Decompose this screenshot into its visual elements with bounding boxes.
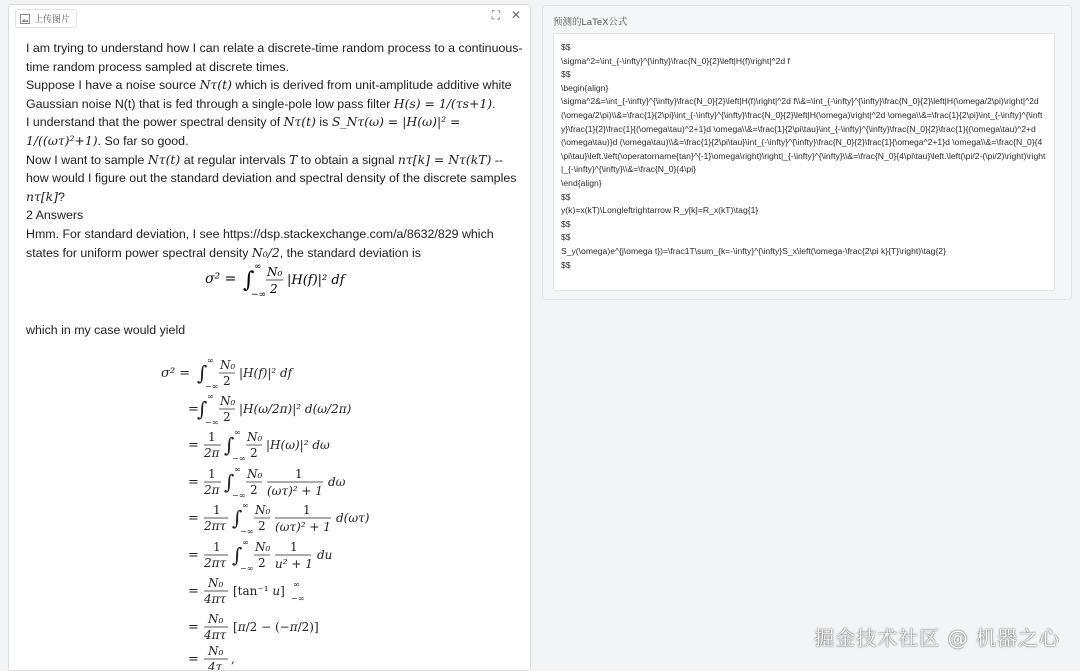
svg-text:N₀: N₀ — [208, 612, 224, 626]
svg-text:∫: ∫ — [232, 506, 243, 530]
svg-text:(ωτ)² + 1: (ωτ)² + 1 — [267, 484, 323, 498]
svg-text:2: 2 — [223, 374, 231, 388]
svg-text:∞: ∞ — [207, 392, 214, 401]
svg-text:−∞: −∞ — [291, 594, 305, 603]
svg-text:1: 1 — [208, 430, 216, 444]
svg-text:[tan⁻¹ u]: [tan⁻¹ u] — [233, 584, 285, 598]
svg-text:2: 2 — [250, 483, 258, 497]
svg-text:σ² =: σ² = — [205, 271, 237, 287]
svg-text:N₀: N₀ — [255, 503, 271, 517]
doc-paragraph-5: Hmm. For standard deviation, I see https://dsp.stackexchange.com/a/8632/829 which states for uniform power spectral density N₀/2, the standard deviation is — [26, 226, 494, 260]
svg-text:=: = — [188, 438, 199, 453]
uploaded-document — [26, 39, 526, 262]
latex-line: S_y(\omega)e^{j\omega t})=\frac1T\sum_{k=-\infty}^{\infty}S_x\left(\omega-\frac{2\pi k}{T}\right)\tag{2} — [561, 245, 946, 256]
svg-text:∞: ∞ — [234, 465, 241, 474]
svg-text:−∞: −∞ — [251, 290, 267, 300]
svg-text:2πτ: 2πτ — [204, 519, 227, 533]
svg-text:2: 2 — [270, 282, 278, 296]
svg-text:∫: ∫ — [224, 433, 235, 457]
latex-line: $$ — [561, 218, 571, 229]
latex-result-title: 预测的LaTeX公式 — [553, 17, 628, 28]
image-upload-panel — [8, 4, 531, 671]
latex-line: \begin{align} — [561, 82, 609, 93]
svg-text:2: 2 — [223, 410, 231, 424]
svg-text:1: 1 — [303, 503, 311, 517]
svg-text:−∞: −∞ — [232, 454, 246, 463]
svg-text:N₀: N₀ — [220, 358, 236, 372]
latex-line: $$ — [561, 232, 571, 243]
latex-line: $$ — [561, 42, 571, 52]
fullscreen-icon[interactable]: ⛶ — [491, 7, 501, 22]
svg-text:∫: ∫ — [232, 543, 243, 567]
svg-text:N₀: N₀ — [267, 265, 283, 279]
svg-text:∞: ∞ — [242, 538, 249, 547]
latex-line: $$ — [561, 259, 571, 270]
svg-text:2π: 2π — [204, 483, 220, 497]
svg-text:N₀: N₀ — [255, 540, 271, 554]
svg-text:−∞: −∞ — [205, 382, 219, 391]
svg-text:=: = — [188, 548, 199, 563]
latex-output-box[interactable] — [553, 33, 1055, 291]
svg-text:(ωτ)² + 1: (ωτ)² + 1 — [275, 520, 331, 534]
latex-line: y(k)=x(kT)\Longleftrightarrow R_y[k]=R_x(kT)\tag{1} — [561, 205, 759, 216]
image-icon — [20, 14, 30, 24]
svg-text:∞: ∞ — [254, 262, 262, 272]
svg-text:−∞: −∞ — [240, 527, 254, 536]
svg-text:=: = — [188, 511, 199, 526]
svg-text:=: = — [188, 475, 199, 490]
svg-text:1: 1 — [290, 540, 298, 554]
svg-text:∫: ∫ — [197, 397, 208, 421]
svg-text:1: 1 — [213, 540, 221, 554]
svg-text:,: , — [231, 652, 235, 666]
close-icon[interactable]: ✕ — [510, 8, 522, 22]
svg-text:=: = — [188, 652, 199, 667]
svg-text:∞: ∞ — [242, 501, 249, 510]
svg-text:|H(ω)|² dω: |H(ω)|² dω — [266, 438, 330, 452]
watermark: 掘金技术社区 @ 机器之心 — [814, 626, 1060, 650]
doc-paragraph-2: Suppose I have a noise source Nτ(t) which is derived from unit-amplitude additive white Gaussian noise N(t) that is fed through a single-pole low pass filter H(s) = 1/(τs+1). — [26, 77, 512, 111]
upload-image-label — [15, 9, 77, 28]
svg-text:∫: ∫ — [243, 268, 255, 293]
svg-text:2: 2 — [258, 556, 266, 570]
svg-text:=: = — [188, 402, 199, 417]
svg-text:N₀: N₀ — [247, 467, 263, 481]
svg-text:∞: ∞ — [234, 428, 241, 437]
upload-label-text: 上传图片 — [34, 14, 71, 24]
svg-text:du: du — [317, 548, 333, 562]
svg-text:[π/2 − (−π/2)]: [π/2 − (−π/2)] — [233, 620, 319, 634]
doc-paragraph-4: Now I want to sample Nτ(t) at regular intervals T to obtain a signal nτ[k] = Nτ(kT) -- how would I figure out the standard deviation and spectral density of the discrete samples nτ[k]? — [26, 151, 517, 204]
doc-paragraph-1: I am trying to understand how I can relate a discrete-time random process to a continuous-time random process sampled at discrete times. — [26, 41, 523, 74]
svg-text:|H(f)|² df: |H(f)|² df — [287, 273, 345, 288]
svg-text:u² + 1: u² + 1 — [275, 557, 313, 571]
answers-count: 2 Answers — [26, 208, 84, 223]
svg-text:2: 2 — [258, 519, 266, 533]
std-dev-equation — [205, 257, 365, 301]
doc-paragraph-3: I understand that the power spectral density of Nτ(t) is S_Nτ(ω) = |H(ω)|² = 1/((ωτ)²+1). So far so good. — [26, 114, 461, 148]
svg-text:=: = — [188, 620, 199, 635]
svg-text:|H(ω/2π)|² d(ω/2π): |H(ω/2π)|² d(ω/2π) — [239, 402, 352, 416]
svg-text:2: 2 — [250, 446, 258, 460]
latex-result-panel — [542, 5, 1072, 300]
svg-text:−∞: −∞ — [205, 418, 219, 427]
svg-text:2πτ: 2πτ — [204, 556, 227, 570]
svg-text:1: 1 — [208, 467, 216, 481]
latex-line: $$ — [561, 191, 571, 202]
svg-text:σ² =: σ² = — [161, 366, 191, 381]
svg-text:d(ωτ): d(ωτ) — [336, 511, 370, 525]
svg-text:4πτ: 4πτ — [204, 628, 227, 642]
svg-text:−∞: −∞ — [232, 491, 246, 500]
doc-paragraph-6: which in my case would yield — [26, 323, 186, 337]
latex-line: $$ — [561, 69, 571, 80]
svg-text:dω: dω — [328, 475, 346, 489]
latex-line: \end{align} — [561, 177, 602, 188]
svg-text:∞: ∞ — [293, 580, 300, 589]
svg-text:1: 1 — [295, 467, 303, 481]
svg-text:∞: ∞ — [207, 356, 214, 365]
panel-toolbar — [488, 7, 524, 23]
svg-text:∫: ∫ — [197, 361, 208, 385]
svg-text:N₀: N₀ — [247, 430, 263, 444]
svg-text:=: = — [188, 584, 199, 599]
svg-text:1: 1 — [213, 503, 221, 517]
svg-text:∫: ∫ — [224, 470, 235, 494]
svg-text:N₀: N₀ — [208, 576, 224, 590]
derivation-equations — [161, 349, 401, 671]
svg-text:4τ: 4τ — [208, 660, 223, 671]
latex-line: \sigma^2=\int_{-\infty}^{\infty}\frac{N_0}{2}\left|H(f)\right|^2d f — [561, 55, 790, 66]
svg-text:N₀: N₀ — [208, 644, 224, 658]
latex-line: \sigma^2&=\int_{-\infty}^{\infty}\frac{N_0}{2}\left|H(f)\right|^2d f\\&=\int_{-\infty}^{\infty}\frac{N_0}{2}\left|H(\omega/2\pi)\right|^2d (\omega/2\pi)\\&=\frac{1}{2\pi}\int_{-\infty}^{\infty}\frac{N_0}{2}\left|H(\omega)\right|^2d \omega\\&=\frac{1}{2\pi}\int_{-\infty}^{\infty}\frac{1}{2}\frac{1}{(\omega\tau)^2+1}d \omega\\&=\frac{1}{2\pi\tau}\int_{-\infty}^{\infty}\frac{N_0}{2}\frac{1}{(\omega\tau)^2+d (\omega\tau)}d (\omega\tau)\\&=\frac{1}{2\pi\tau}\int_{-\infty}^{\infty}\frac{N_0}{2}\frac{1}{\omega^2+1}d \omega\\&=\frac{N_0}{4\pi\tau}\left.\left(\operatorname{tan}^{-1}\omega\right)\right|_{-\infty}^{\infty}\\&=\frac{N_0}{4\pi\tau}\left.\left(\pi/2-(\pi/2)\right)\right|_{-\infty}^{\infty}\\&=\frac{N_0}{4\pi} — [561, 96, 1046, 175]
svg-text:4πτ: 4πτ — [204, 592, 227, 606]
svg-text:−∞: −∞ — [240, 564, 254, 573]
svg-text:N₀: N₀ — [220, 394, 236, 408]
svg-text:2π: 2π — [204, 446, 220, 460]
svg-text:|H(f)|² df: |H(f)|² df — [239, 366, 293, 380]
